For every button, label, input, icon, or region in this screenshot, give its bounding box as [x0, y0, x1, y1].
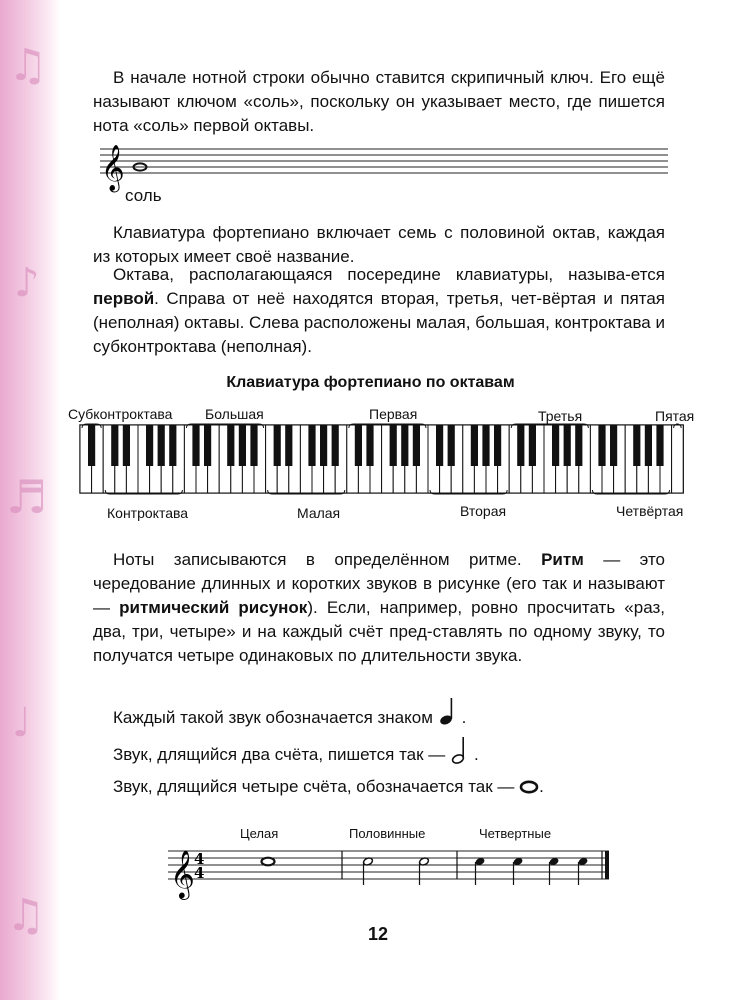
black-key [239, 425, 246, 466]
black-key [285, 425, 292, 466]
whole-note [262, 858, 275, 866]
black-key [192, 425, 199, 466]
black-key [227, 425, 234, 466]
black-key [448, 425, 455, 466]
black-key [471, 425, 478, 466]
half-line [113, 736, 479, 767]
quarter-note [549, 857, 560, 885]
label-subcontra: Субконтроктава [68, 406, 173, 422]
black-key [88, 425, 95, 466]
black-key [308, 425, 315, 466]
rhythm-text-c: — это чередование длинных и коротких звуков в рисунке (его так и называют — [93, 550, 665, 617]
keyboard-text-2a: Октава, располагающаяся посередине клавиатуры, называ-ется [113, 265, 665, 284]
keyboard-paragraph-1 [93, 221, 665, 269]
keyboard-text-bold: первой [93, 289, 155, 308]
whole-text: Звук, длящийся четыре счёта, обозначается так — [113, 777, 515, 796]
black-key [390, 425, 397, 466]
rhythm-text-a: Ноты записываются в определённом ритме. [113, 550, 542, 569]
black-key [494, 425, 501, 466]
black-key [274, 425, 281, 466]
whole-period: . [539, 777, 544, 796]
label-contra: Контроктава [107, 505, 189, 521]
quarter-note [513, 857, 524, 885]
black-key [204, 425, 211, 466]
black-key [436, 425, 443, 466]
svg-text:4: 4 [194, 864, 205, 882]
rhythm-staff [168, 840, 613, 900]
keyboard-figure-title: Клавиатура фортепиано по октавам [226, 374, 515, 391]
quarter-note-icon [438, 697, 462, 727]
treble-clef-staff [100, 138, 670, 198]
black-key [413, 425, 420, 466]
black-key [123, 425, 130, 466]
svg-text:4: 4 [194, 850, 205, 868]
black-key [320, 425, 327, 466]
music-note-icon: ♪ [14, 260, 40, 306]
decorative-side-strip [0, 0, 60, 1000]
label-third: Третья [538, 408, 583, 424]
keyboard-text-1: Клавиатура фортепиано включает семь с половиной октав, каждая из которых имеет своё название. [93, 223, 665, 266]
label-second: Вторая [460, 503, 507, 519]
label-halves: Половинные [349, 826, 426, 841]
label-whole: Целая [240, 826, 279, 841]
quarter-line [113, 697, 466, 730]
note-g-label: соль [125, 186, 162, 205]
black-key [598, 425, 605, 466]
music-note-icon: ♫ [6, 890, 46, 941]
label-fifth: Пятая [655, 408, 695, 424]
keyboard-paragraph-2 [93, 263, 665, 359]
black-key [645, 425, 652, 466]
treble-clef-icon: 𝄞 [170, 849, 195, 898]
black-key [169, 425, 176, 466]
black-key [564, 425, 571, 466]
white-key [672, 425, 684, 493]
rhythm-text-e: ). Если, например, ровно просчитать «раз, два, три, четыре» и на каждый счёт пред-ставлять по одному звуку, то получатся четыре одинаковых по длительности звука. [93, 598, 665, 665]
whole-line [113, 775, 544, 799]
black-key [517, 425, 524, 466]
label-first: Первая [369, 406, 418, 422]
label-quarters: Четвертные [479, 826, 552, 841]
black-key [401, 425, 408, 466]
label-great: Большая [205, 406, 264, 422]
black-key [158, 425, 165, 466]
label-small: Малая [297, 505, 341, 521]
treble-clef-icon: 𝄞 [101, 145, 125, 191]
rhythm-paragraph [93, 548, 665, 668]
black-key [575, 425, 582, 466]
half-note [419, 857, 430, 885]
quarter-note [475, 857, 486, 885]
music-note-icon: ♩ [12, 700, 31, 746]
half-note [363, 857, 374, 885]
black-key [146, 425, 153, 466]
half-text: Звук, длящийся два счёта, пишется так — [113, 745, 446, 764]
black-key [355, 425, 362, 466]
time-signature [194, 850, 204, 882]
black-key [482, 425, 489, 466]
quarter-text: Каждый такой звук обозначается знаком [113, 708, 433, 727]
half-note-icon [450, 736, 474, 766]
keyboard-text-2b: . Справа от неё находятся вторая, третья, чет-вёртая и пятая (неполная) октавы. Слева расположены малая, большая, контроктава и субконтроктава (неполная). [93, 289, 665, 356]
black-key [332, 425, 339, 466]
black-key [366, 425, 373, 466]
piano-keyboard [80, 425, 700, 505]
music-note-icon: ♬ [6, 470, 48, 524]
intro-paragraph [93, 66, 665, 138]
black-key [633, 425, 640, 466]
black-key [552, 425, 559, 466]
quarter-period: . [461, 708, 467, 727]
page-number: 12 [368, 924, 389, 944]
quarter-note [578, 857, 589, 885]
music-note-icon: ♫ [8, 40, 48, 91]
rhythm-term: Ритм [541, 550, 584, 569]
half-period: . [474, 745, 479, 764]
black-key [111, 425, 118, 466]
label-fourth: Четвёртая [616, 503, 684, 519]
black-key [610, 425, 617, 466]
rhythm-pattern-term: ритмический рисунок [119, 598, 308, 617]
whole-note-icon [519, 780, 539, 794]
intro-text: В начале нотной строки обычно ставится скрипичный ключ. Его ещё называют ключом «соль», поскольку он указывает место, где пишется нота «соль» первой октавы. [93, 68, 665, 135]
black-key [250, 425, 257, 466]
black-key [529, 425, 536, 466]
black-key [656, 425, 663, 466]
